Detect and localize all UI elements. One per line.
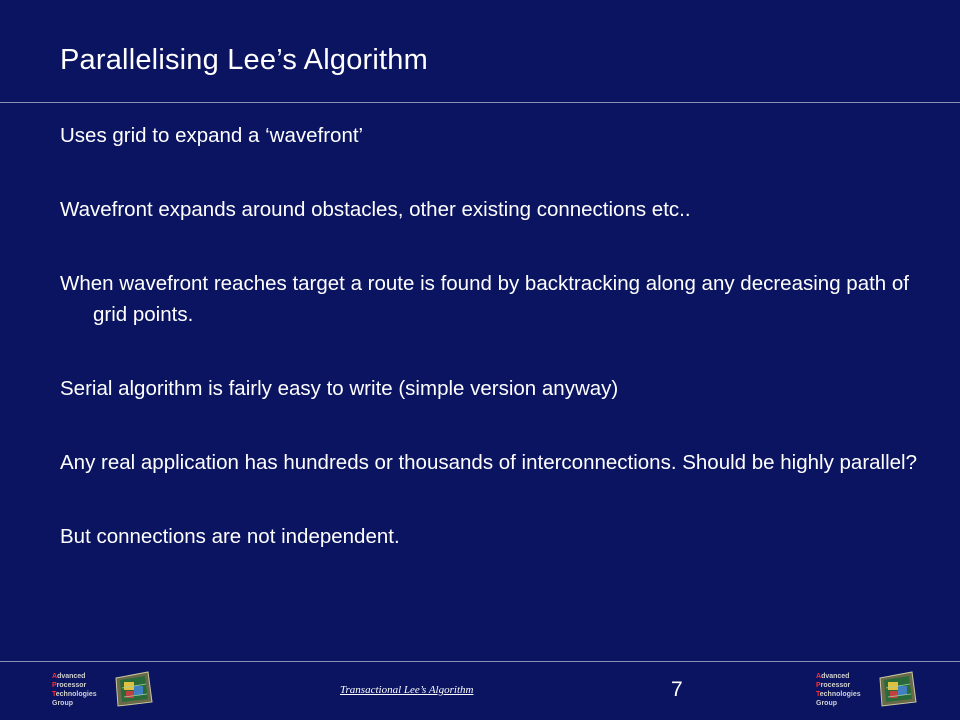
footer-divider	[0, 661, 960, 662]
chip-icon	[112, 670, 154, 708]
title-divider	[0, 102, 960, 103]
bullet-item: Any real application has hundreds or thousands of interconnections. Should be highly parallel?	[60, 451, 918, 474]
apt-group-logo-left	[52, 668, 170, 712]
bullet-item: When wavefront reaches target a route is found by backtracking along any decreasing path of grid points.	[60, 272, 909, 326]
bullet-item: Serial algorithm is fairly easy to write (simple version anyway)	[60, 377, 619, 400]
logo-text: Advanced Processor Technologies Group	[816, 673, 861, 707]
bullet-list	[60, 120, 920, 552]
bullet-item: Wavefront expands around obstacles, other existing connections etc..	[60, 198, 691, 221]
footer-caption: Transactional Lee’s Algorithm	[340, 684, 474, 696]
page-number: 7	[671, 678, 683, 701]
slide-title: Parallelising Lee’s Algorithm	[60, 44, 428, 76]
chip-icon	[876, 670, 918, 708]
logo-text: Advanced Processor Technologies Group	[52, 673, 97, 707]
apt-group-logo-right	[816, 668, 934, 712]
bullet-item: But connections are not independent.	[60, 525, 400, 548]
bullet-item: Uses grid to expand a ‘wavefront’	[60, 124, 364, 147]
